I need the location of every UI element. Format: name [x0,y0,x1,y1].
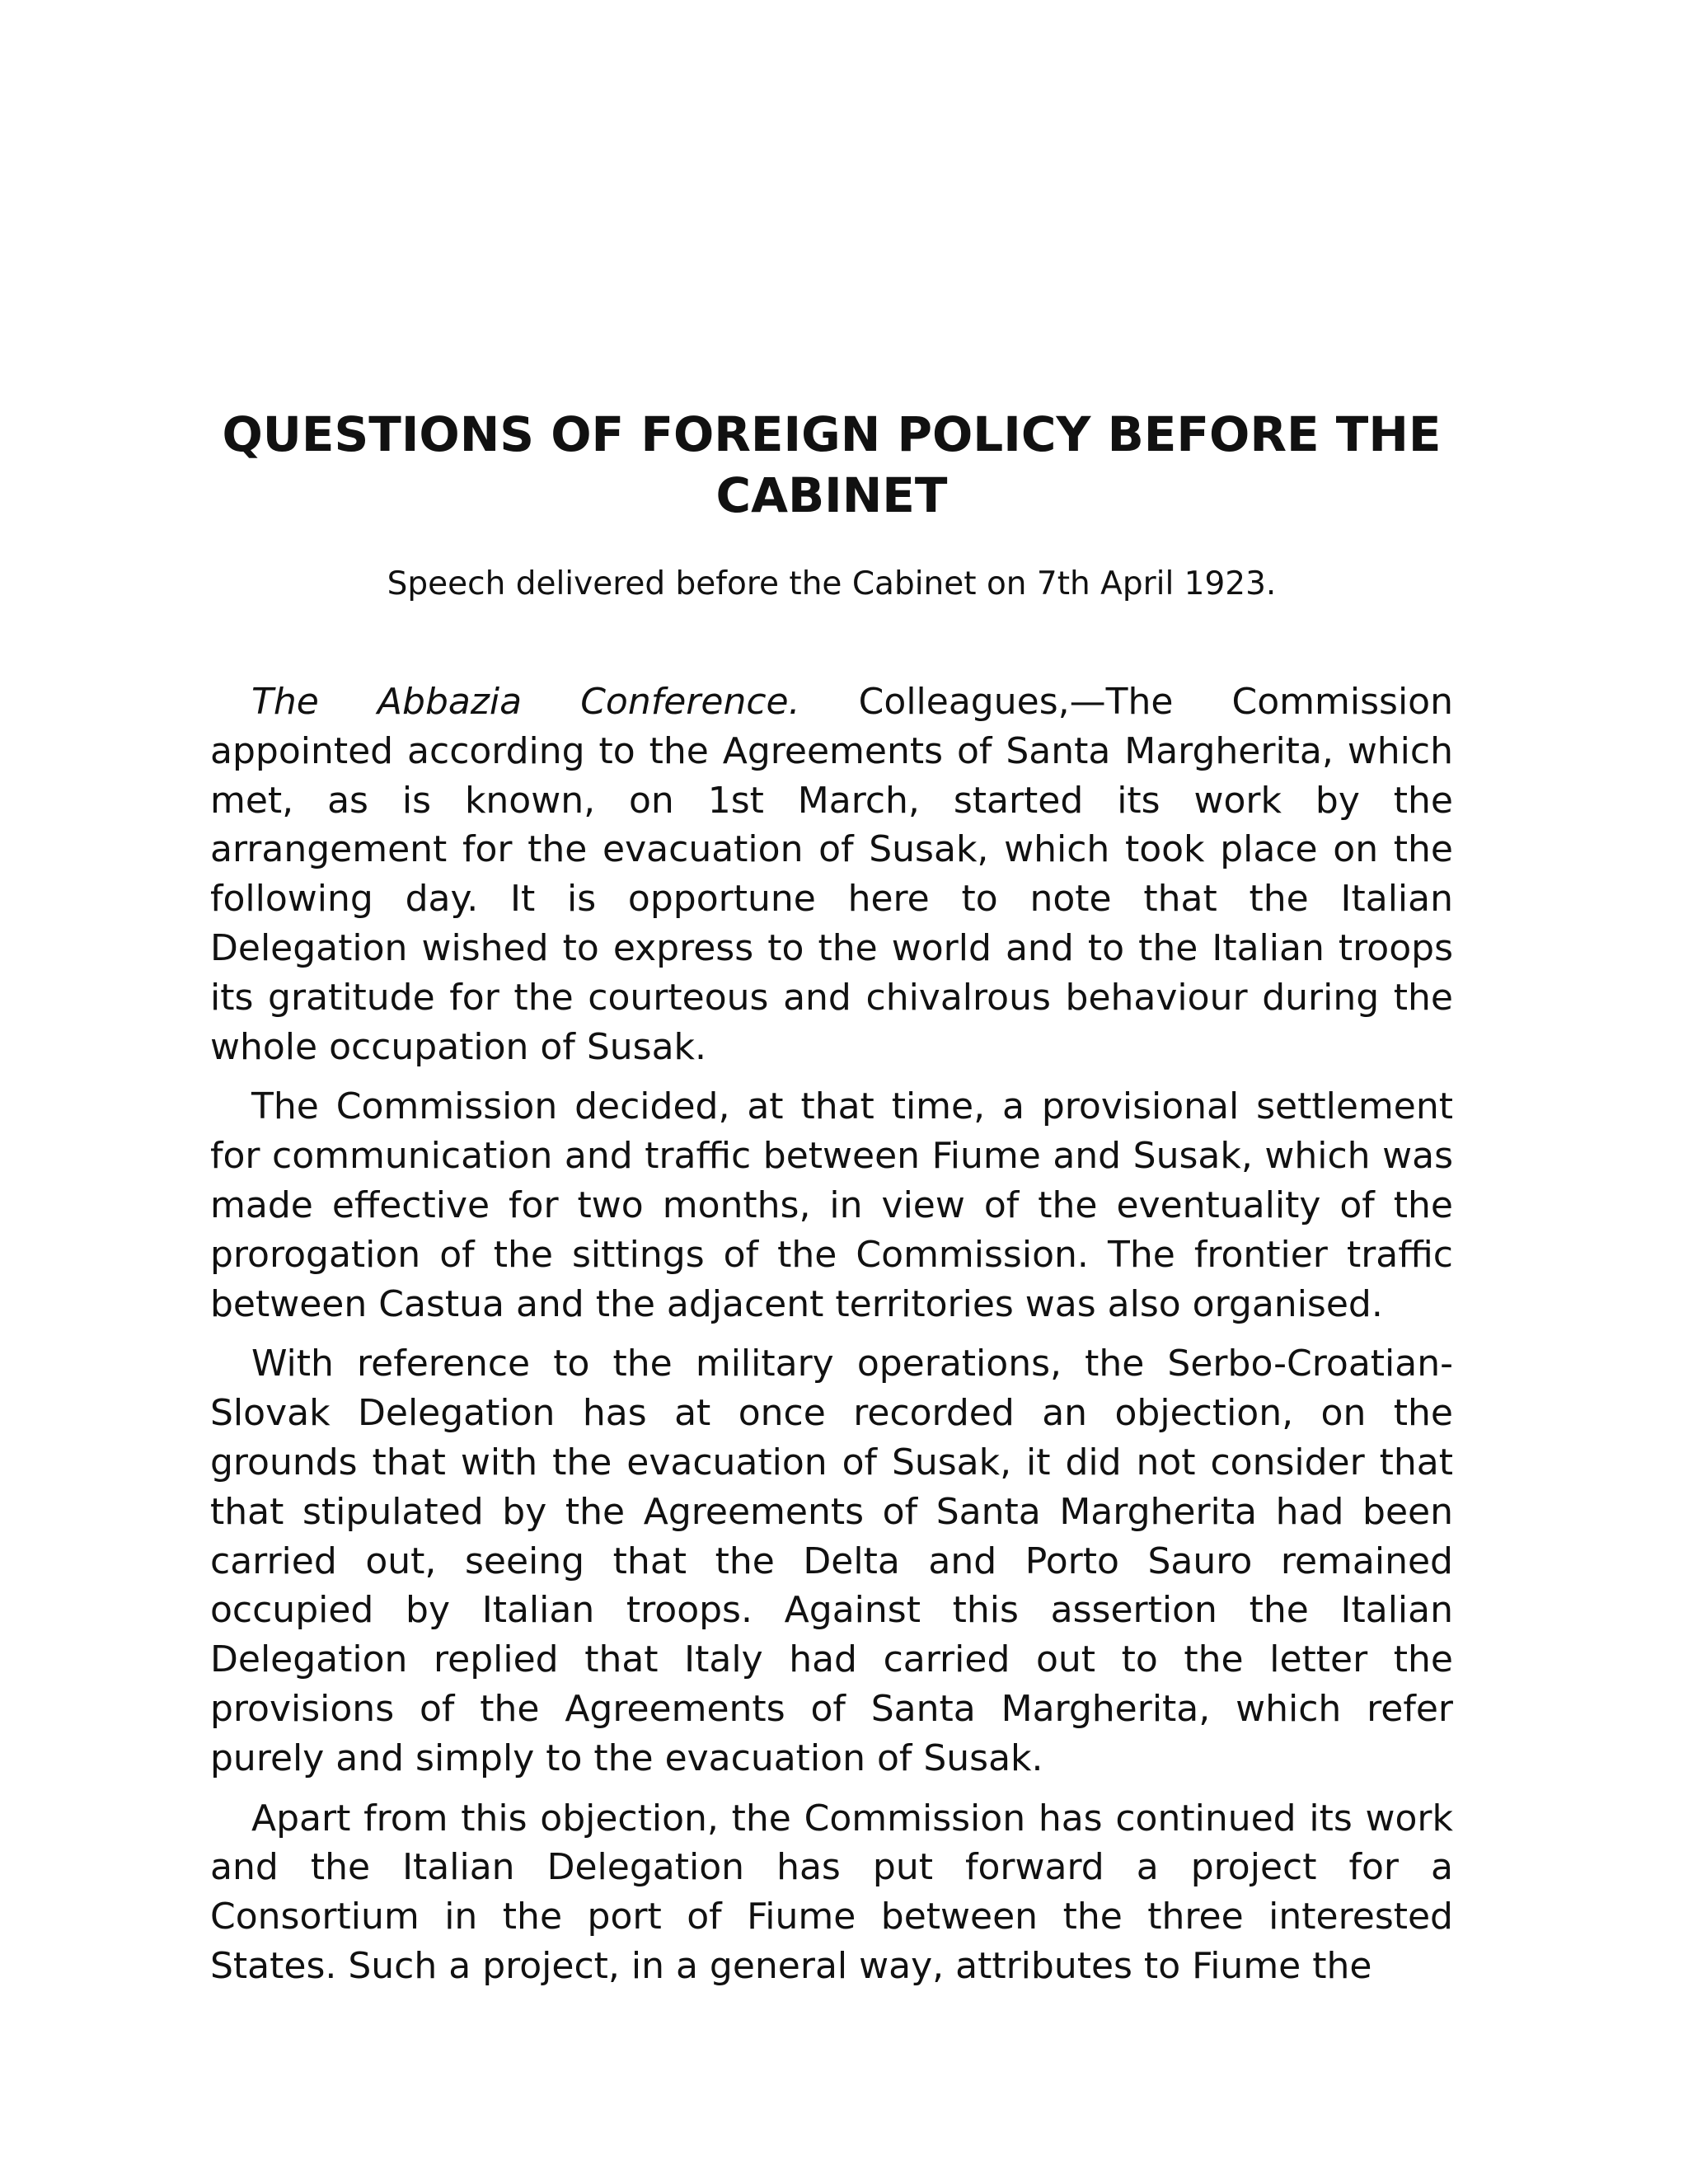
page-title: QUESTIONS OF FOREIGN POLICY BEFORE THE CABINET [222,406,1442,523]
paragraph [210,677,1453,1071]
paragraph-lead: The Abbazia Conference. [251,681,800,723]
paragraph-text: Colleagues,—The Commission appointed according to the Agreements of Santa Margherita, which met, as is known, on 1st March, started its work by the arrangement for the evacuation of Susak, which took place on the following day. It is opportune here to note that the Italian Delegation wished to express to the world and to the Italian troops its gratitude for the courteous and chivalrous behaviour during the whole occupation of Susak. [210,681,1453,1068]
body-text [210,677,1453,1991]
paragraph: The Commission decided, at that time, a provisional settlement for communication and traffic between Fiume and Susak, which was made effective for two months, in view of the eventuality of the prorogation of the sittings of the Commission. The frontier traffic between Castua and the adjacent territories was also organised. [210,1085,1453,1325]
paragraph: Apart from this objection, the Commission has continued its work and the Italian Delegation has put forward a project for a Consortium in the port of Fiume between the three interested States. Such a project, in a general way, attributes to Fiume the [210,1797,1453,1987]
document-page [210,404,1453,2002]
paragraph: With reference to the military operations, the Serbo-Croatian-Slovak Delegation has at once recorded an objection, on the grounds that with the evacuation of Susak, it did not consider that that stipulated by the Agreements of Santa Margherita had been carried out, seeing that the Delta and Porto Sauro remained occupied by Italian troops. Against this assertion the Italian Delegation replied that Italy had carried out to the letter the provisions of the Agreements of Santa Margherita, which refer purely and simply to the evacuation of Susak. [210,1343,1453,1779]
page-subtitle: Speech delivered before the Cabinet on 7th April 1923. [387,565,1277,602]
